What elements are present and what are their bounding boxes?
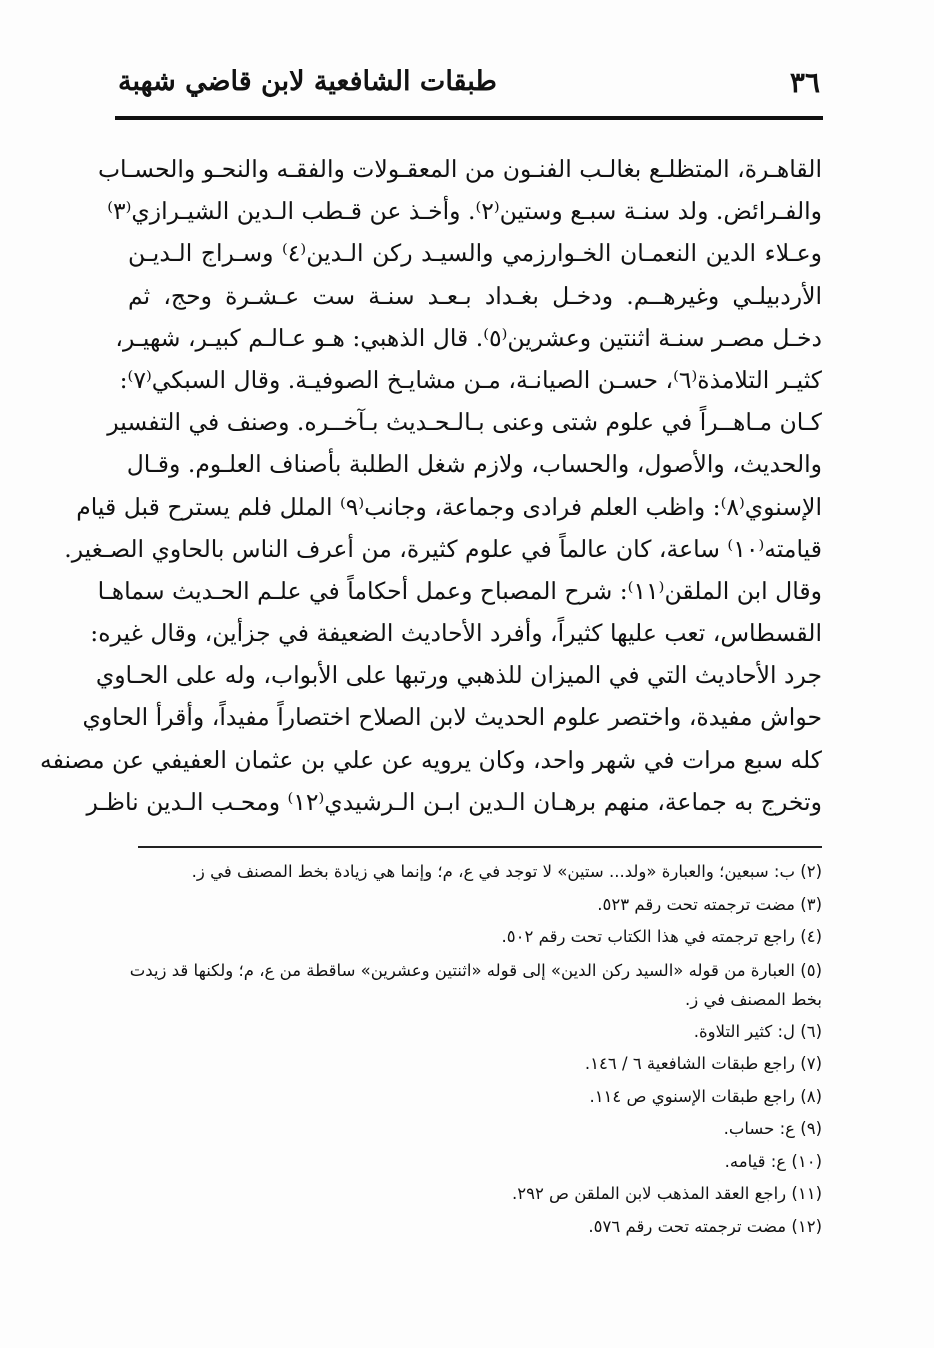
- footnote: (٨) راجع طبقات الإسنوي ص ١١٤.: [589, 1086, 822, 1106]
- footnote: (٦) ل: كثير التلاوة.: [693, 1021, 822, 1041]
- footnote: (١١) راجع العقد المذهب لابن الملقن ص ٢٩٢.: [511, 1184, 822, 1203]
- page-header: [118, 54, 820, 110]
- footnote: (٥) العبارة من قوله «السيد ركن الدين» إلى قوله «اثنتين وعشرين» ساقطة من ع، م؛ ولكنها قد زيدت بخط المصنف في ز.: [129, 960, 822, 1009]
- page-number: ٣٦: [789, 66, 820, 99]
- footnote: (٢) ب: سبعين؛ والعبارة «ولد... ستين» لا توجد في ع، م؛ وإنما هي زيادة بخط المصنف في ز.: [191, 862, 822, 881]
- body-line: دخـل مصـر سنـة اثنتين وعشرين⁽٥⁾. قال الذهبي: هـو عـالـم كبيـر، شهيـر،: [115, 323, 822, 352]
- body-text: [39, 148, 822, 823]
- footnote-rule: [138, 846, 822, 848]
- body-line: الأردبيلـي وغيرهــم. ودخـل بغـداد بـعـد سنـة ست عـشـرة وحج، ثم: [128, 281, 822, 310]
- footnote: (٧) راجع طبقات الشافعية ٦ / ١٤٦.: [584, 1054, 822, 1073]
- body-line: حواش مفيدة، واختصر علوم الحديث لابن الصلاح اختصاراً مفيداً، وأقرأ الحاوي: [82, 703, 822, 732]
- body-line: قيامته⁽١٠⁾ ساعة، كان عالماً في علوم كثيرة، من أعرف الناس بالحاوي الصـغير.: [64, 534, 822, 563]
- running-title: طبقات الشافعية لابن قاضي شهبة: [118, 66, 497, 97]
- body-line: القاهـرة، المتظلـع بغالـب الفنـون من المعقـولات والفقـه والنحـو والحسـاب: [97, 155, 822, 183]
- footnote: (٩) ع: حساب.: [723, 1119, 822, 1138]
- body-line: القسطاس، تعب عليها كثيراً، وأفرد الأحاديث الضعيفة في جزأين، وقال غيره:: [90, 619, 822, 648]
- body-line: وقال ابن الملقن⁽١١⁾: شرح المصباح وعمل أحكاماً في علـم الحـديث سماهـا: [97, 576, 822, 605]
- header-rule: [115, 116, 823, 120]
- body-line: الإسنوي⁽٨⁾: واظب العلم فرادى وجماعة، وجانب⁽٩⁾ الملل فلم يسترح قبل قيام: [76, 492, 822, 521]
- body-line: وعـلاء الدين النعمـان الخـوارزمي والسيـد ركن الـدين⁽٤⁾ وسـراج الـديـن: [128, 239, 822, 268]
- footnote: (٤) راجع ترجمته في هذا الكتاب تحت رقم ٥٠٢.: [501, 927, 822, 946]
- body-line: كله سبع مرات في شهر واحد، وكان يرويه عن علي بن عثمان العفيفي عن مصنفه: [39, 745, 822, 774]
- footnote: (١٠) ع: قيامه.: [724, 1151, 822, 1171]
- body-line: والحديث، والأصول، والحساب، ولازم شغل الطلبة بأصناف العلـوم. وقـال: [126, 450, 822, 479]
- body-line: وتخرج به جماعة، منهم برهـان الـدين ابـن الـرشيدي⁽١٢⁾ ومحـب الـدين ناظـر: [86, 787, 822, 816]
- body-line: كـان مـاهــراً في علوم شتى وعنى بـالـحـديث بـآخــره. وصنف في التفسير: [107, 408, 822, 437]
- body-line: جرد الأحاديث التي في الميزان للذهبي ورتبها على الأبواب، وله على الحـاوي: [95, 661, 822, 690]
- footnote: (١٢) مضت ترجمته تحت رقم ٥٧٦.: [588, 1216, 822, 1236]
- body-line: كثيـر التلامذة⁽٦⁾، حسـن الصيانـة، مـن مشايـخ الصوفيـة. وقال السبكي⁽٧⁾:: [119, 365, 822, 394]
- body-line: والفـرائض. ولد سنـة سبـع وستين⁽٢⁾. وأخـذ عن قـطب الـدين الشيـرازي⁽٣⁾: [107, 197, 822, 226]
- footnotes: [128, 856, 822, 1243]
- footnote: (٣) مضت ترجمته تحت رقم ٥٢٣.: [597, 894, 822, 914]
